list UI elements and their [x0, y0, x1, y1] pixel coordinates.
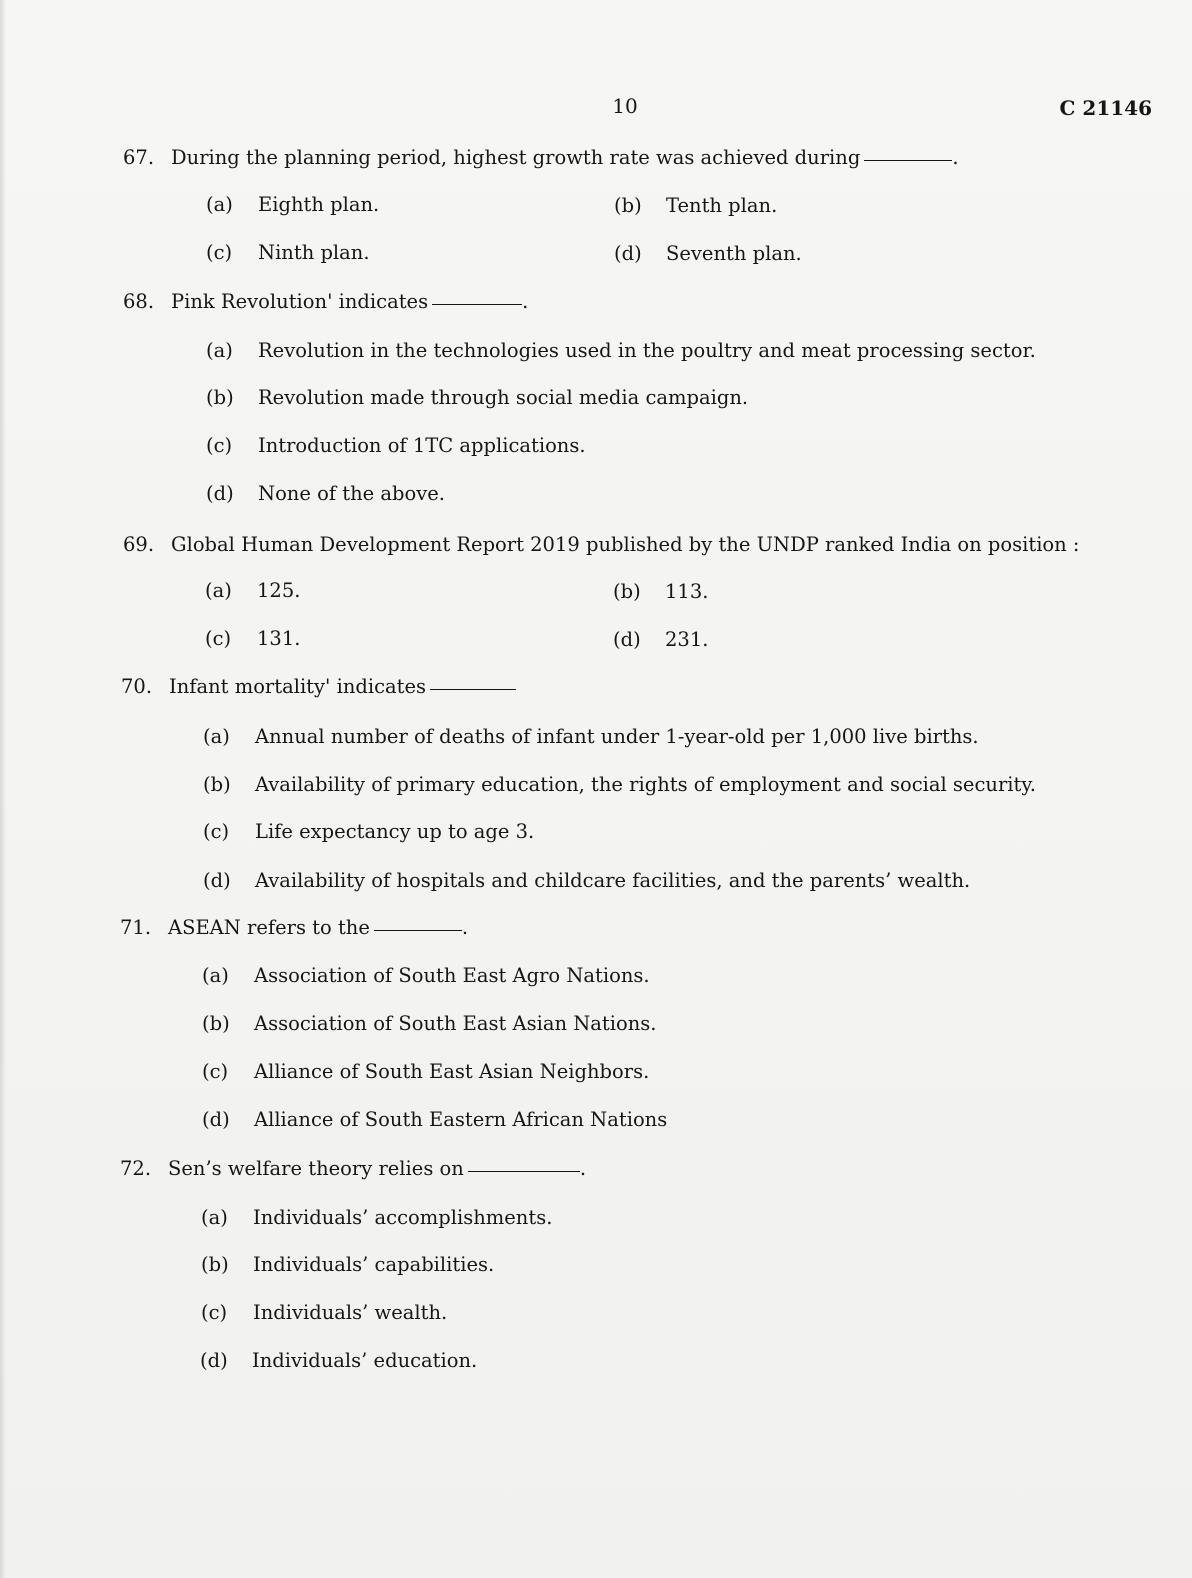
option-label: (c) [205, 627, 232, 650]
option-label: (c) [201, 1301, 228, 1324]
option-label: (b) [614, 194, 642, 217]
option-68-c [206, 434, 586, 457]
question-70 [121, 675, 516, 698]
option-label: (a) [203, 725, 230, 748]
option-label: (d) [200, 1349, 228, 1372]
option-72-b [201, 1253, 494, 1276]
option-text: None of the above. [258, 482, 445, 505]
option-text: Individuals’ accomplishments. [253, 1206, 553, 1229]
question-number: 71. [120, 916, 152, 939]
question-number: 67. [123, 146, 155, 169]
option-70-c [203, 820, 534, 843]
option-label: (b) [613, 580, 641, 603]
question-suffix: . [579, 1157, 587, 1180]
option-71-a [202, 964, 650, 987]
option-text: 125. [257, 579, 301, 602]
option-72-d [200, 1349, 477, 1372]
option-text: Association of South East Asian Nations. [254, 1012, 657, 1035]
option-label: (d) [202, 1108, 230, 1131]
scan-edge-shadow [0, 0, 6, 1578]
option-68-a [206, 339, 1036, 362]
option-label: (a) [206, 193, 233, 216]
option-label: (a) [206, 339, 233, 362]
option-label: (b) [202, 1012, 230, 1035]
question-number: 68. [123, 290, 155, 313]
option-text: 231. [665, 628, 709, 651]
option-label: (c) [203, 820, 230, 843]
option-71-c [202, 1060, 649, 1083]
option-label: (d) [614, 242, 642, 265]
option-text: Eighth plan. [258, 193, 380, 216]
option-67-c [206, 241, 370, 264]
option-69-b [613, 580, 708, 603]
option-text: Individuals’ wealth. [253, 1301, 448, 1324]
option-text: Introduction of 1TC applications. [258, 434, 586, 457]
question-suffix: . [522, 290, 529, 313]
option-label: (d) [203, 869, 231, 892]
option-70-b [203, 773, 1036, 796]
answer-blank [374, 930, 462, 931]
question-69 [123, 533, 1080, 556]
paper-code: C 21146 [1059, 96, 1152, 120]
option-text: 131. [257, 627, 301, 650]
option-text: Alliance of South Eastern African Nations [254, 1108, 668, 1131]
option-text: Ninth plan. [258, 241, 370, 264]
option-text: Life expectancy up to age 3. [255, 820, 535, 843]
option-label: (c) [206, 434, 233, 457]
option-label: (d) [613, 628, 641, 651]
option-67-a [206, 193, 379, 216]
option-text: Individuals’ education. [252, 1349, 478, 1372]
option-label: (a) [205, 579, 232, 602]
option-text: Revolution in the technologies used in the poultry and meat processing sector. [258, 339, 1036, 362]
option-70-a [203, 725, 979, 748]
option-68-b [206, 386, 748, 409]
option-label: (b) [201, 1253, 229, 1276]
question-71 [120, 916, 468, 939]
option-label: (b) [203, 773, 231, 796]
question-suffix: . [952, 146, 959, 169]
page-number: 10 [612, 94, 638, 118]
option-label: (c) [202, 1060, 229, 1083]
option-text: Availability of hospitals and childcare facilities, and the parents’ wealth. [255, 869, 971, 892]
option-text: Association of South East Agro Nations. [254, 964, 650, 987]
option-label: (b) [206, 386, 234, 409]
question-72 [120, 1157, 586, 1180]
option-72-a [201, 1206, 552, 1229]
question-68 [123, 290, 528, 313]
option-text: Revolution made through social media campaign. [258, 386, 749, 409]
option-68-d [206, 482, 445, 505]
question-67 [123, 146, 959, 169]
answer-blank [864, 160, 952, 161]
option-text: Alliance of South East Asian Neighbors. [254, 1060, 650, 1083]
option-69-d [613, 628, 708, 651]
answer-blank [430, 689, 516, 690]
question-text: Infant mortality' indicates [169, 675, 427, 698]
option-69-a [205, 579, 300, 602]
option-text: Availability of primary education, the rights of employment and social security. [255, 773, 1036, 796]
option-label: (a) [201, 1206, 228, 1229]
option-text: 113. [665, 580, 709, 603]
question-text: Global Human Development Report 2019 published by the UNDP ranked India on position : [171, 533, 1080, 556]
option-67-b [614, 194, 777, 217]
question-text: Pink Revolution' indicates [171, 290, 429, 313]
option-label: (a) [202, 964, 229, 987]
question-text: Sen’s welfare theory relies on [168, 1157, 464, 1180]
option-69-c [205, 627, 300, 650]
question-number: 69. [123, 533, 155, 556]
option-text: Tenth plan. [666, 194, 778, 217]
option-72-c [201, 1301, 447, 1324]
answer-blank [468, 1171, 580, 1172]
option-67-d [614, 242, 802, 265]
question-suffix: . [461, 916, 469, 939]
option-70-d [203, 869, 970, 892]
option-71-b [202, 1012, 656, 1035]
option-text: Individuals’ capabilities. [253, 1253, 495, 1276]
option-71-d [202, 1108, 667, 1131]
option-label: (d) [206, 482, 234, 505]
question-number: 70. [121, 675, 153, 698]
question-number: 72. [120, 1157, 152, 1180]
question-text: ASEAN refers to the [168, 916, 370, 939]
option-text: Seventh plan. [666, 242, 802, 265]
option-label: (c) [206, 241, 233, 264]
option-text: Annual number of deaths of infant under 1-year-old per 1,000 live births. [255, 725, 979, 748]
answer-blank [432, 304, 522, 305]
question-text: During the planning period, highest growth rate was achieved during [171, 146, 861, 169]
